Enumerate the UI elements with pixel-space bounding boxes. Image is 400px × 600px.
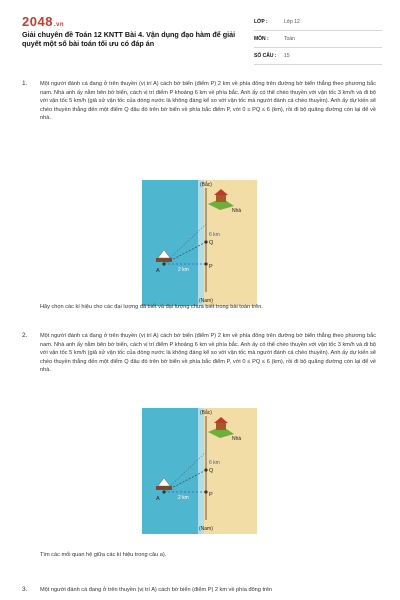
question-number: 2. xyxy=(22,332,28,339)
question-text: Một người đánh cá đang ở trên thuyền (vị trí A) cách bờ biển (điểm P) 2 km về phía đông trên đường bờ biển thẳng theo phương bắc nam. Nhà anh ấy nằm bên bờ biển, cách vị trí điểm P khoảng 6 km về phía bắc. Anh ấy có thể chèo thuyền với vận tốc 3 km/h và đi bộ với vận tốc 5 km/h (giả sử vận tốc của dòng nước là không đáng kể so với vận tốc mà người đánh cá chèo thuyền). Anh ấy dự kiến sẽ chèo thuyền thẳng đến một điểm Q đâu đó trên bờ biển về phía bắc điểm P, với 0 ≤ PQ ≤ 6 (km), rồi đi bộ quãng đường còn lại để về nhà. xyxy=(40,333,376,374)
meta-value: Toán xyxy=(284,36,295,42)
sea-area xyxy=(142,180,204,306)
south-label: (Nam) xyxy=(199,298,213,304)
north-distance-label: 6 km xyxy=(209,460,220,466)
coast-diagram xyxy=(142,408,257,534)
document-header xyxy=(0,0,400,62)
meta-value: 15 xyxy=(284,53,290,59)
boat-hull xyxy=(156,258,172,262)
meta-grade xyxy=(254,14,382,31)
point-q-label: Q xyxy=(209,240,214,246)
document-meta xyxy=(254,14,382,65)
coast-diagram xyxy=(142,180,257,306)
meta-value: Lớp 12 xyxy=(284,19,300,25)
logo-suffix: .vn xyxy=(53,22,65,28)
point-p-label: P xyxy=(209,264,213,270)
meta-count xyxy=(254,48,382,65)
point-a-label: A xyxy=(156,268,160,274)
east-distance-label: 2 km xyxy=(178,267,189,273)
north-distance-label: 6 km xyxy=(209,232,220,238)
question-prompt: Tìm các mối quan hệ giữa các kí hiệu trong câu a). xyxy=(40,552,167,558)
house-body xyxy=(216,194,226,202)
north-label: (Bắc) xyxy=(200,410,212,416)
site-logo[interactable] xyxy=(22,14,64,29)
south-label: (Nam) xyxy=(199,526,213,532)
point-a-label: A xyxy=(156,496,160,502)
north-label: (Bắc) xyxy=(200,182,212,188)
point-q-dot xyxy=(204,240,207,243)
point-p-dot xyxy=(204,262,207,265)
question-figure xyxy=(142,180,257,306)
question-text: Một người đánh cá đang ở trên thuyền (vị trí A) cách bờ biển (điểm P) 2 km về phía đông trên đường bờ biển thẳng theo phương bắc nam. Nhà anh ấy nằm bên bờ biển, cách vị trí điểm P khoảng 6 km về phía bắc. Anh ấy có thể chèo thuyền với vận tốc 3 km/h và đi bộ với vận tốc 5 km/h (giả sử vận tốc của dòng nước là không đáng kể so với vận tốc mà người đánh cá chèo thuyền). Anh ấy dự kiến sẽ chèo thuyền thẳng đến một điểm Q đâu đó trên bờ biển về phía bắc điểm P, với 0 ≤ PQ ≤ 6 (km), rồi đi bộ quãng đường còn lại để về nhà. xyxy=(40,81,376,122)
house-body xyxy=(216,422,226,430)
question-figure xyxy=(142,408,257,534)
meta-subject xyxy=(254,31,382,48)
meta-label: MÔN : xyxy=(254,36,269,42)
question-text: Một người đánh cá đang ở trên thuyền (vị trí A) cách bờ biển (điểm P) 2 km về phía đông trên xyxy=(40,587,273,593)
logo-text: 2048 xyxy=(22,14,53,29)
question-number: 3. xyxy=(22,586,28,593)
home-label: Nhà xyxy=(232,436,242,442)
boat-hull xyxy=(156,486,172,490)
question-number: 1. xyxy=(22,80,28,87)
point-p-label: P xyxy=(209,492,213,498)
point-q-dot xyxy=(204,468,207,471)
document-title: Giải chuyên đề Toán 12 KNTT Bài 4. Vận dụng đạo hàm để giải quyết một số bài toán tối ưu có đáp án xyxy=(22,30,236,48)
point-a-dot xyxy=(162,490,165,493)
meta-label: SỐ CÂU : xyxy=(254,53,277,59)
home-label: Nhà xyxy=(232,208,242,214)
point-q-label: Q xyxy=(209,468,214,474)
sea-area xyxy=(142,408,204,534)
east-distance-label: 2 km xyxy=(178,495,189,501)
question-prompt: Hãy chọn các kí hiệu cho các đại lượng đã biết và đại lượng chưa biết trong bài toán trên. xyxy=(40,304,263,310)
point-p-dot xyxy=(204,490,207,493)
point-a-dot xyxy=(162,262,165,265)
meta-label: LỚP : xyxy=(254,19,268,25)
